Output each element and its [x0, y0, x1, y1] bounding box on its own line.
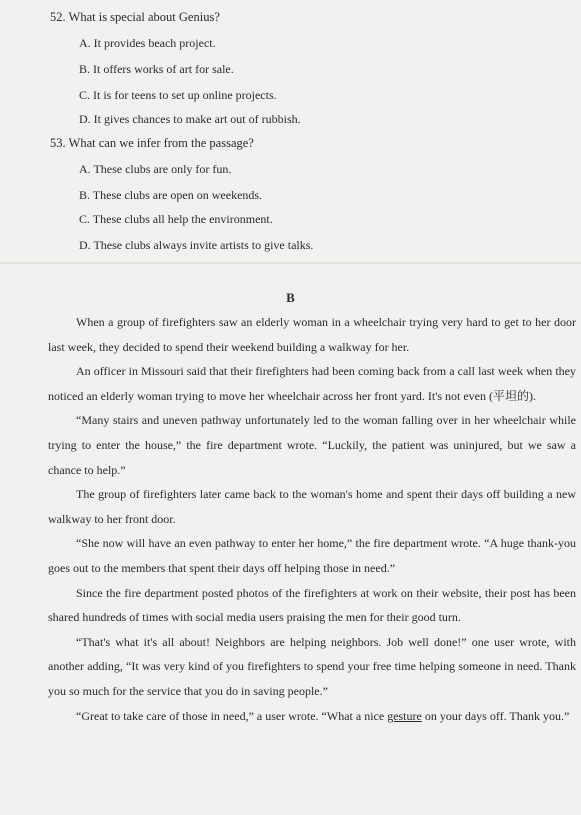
underlined-word-gesture: gesture: [387, 708, 422, 723]
passage-b: [48, 310, 576, 728]
question-53-option-d: D. These clubs always invite artists to give talks.: [79, 238, 314, 252]
question-53-stem: 53. What can we infer from the passage?: [50, 136, 254, 150]
passage-paragraph-4: The group of firefighters later came back to the woman's home and spent their days off building a new walkway to her front door.: [48, 487, 576, 526]
passage-paragraph-8: [48, 704, 576, 729]
section-heading: B: [286, 290, 295, 305]
question-53-option-b: B. These clubs are open on weekends.: [79, 188, 263, 202]
question-52-option-a: A. It provides beach project.: [79, 36, 216, 50]
section-divider: [0, 262, 581, 264]
question-52-stem: 52. What is special about Genius?: [50, 10, 220, 24]
passage-paragraph-6: Since the fire department posted photos of the firefighters at work on their website, their post has been shared hundreds of times with social media users praising the men for their good turn.: [48, 585, 576, 625]
passage-paragraph-5: “She now will have an even pathway to enter her home,” the fire department wrote. “A huge thank-you goes out to the members that spent their days off helping those in need.”: [48, 536, 576, 575]
question-53-option-a: A. These clubs are only for fun.: [79, 162, 232, 176]
question-52-option-d: D. It gives chances to make art out of rubbish.: [79, 112, 301, 126]
question-52-option-c: C. It is for teens to set up online projects.: [79, 88, 277, 102]
paragraph-8-before: “Great to take care of those in need,” a user wrote. “What a nice: [76, 708, 388, 723]
passage-paragraph-3: “Many stairs and uneven pathway unfortunately led to the woman falling over in her wheelchair while trying to enter the house,” the fire department wrote. “Luckily, the patient was uninjured, but we saw a chance to help.”: [48, 413, 576, 477]
question-53-option-c: C. These clubs all help the environment.: [79, 212, 273, 226]
passage-paragraph-7: “That's what it's all about! Neighbors are helping neighbors. Job well done!” one user wrote, with another adding, “It was very kind of you firefighters to spend your free time helping someone in need. Thank you so much for the service that you do in saving people.”: [48, 634, 576, 698]
paragraph-8-after: on your days off. Thank you.”: [421, 708, 570, 723]
passage-paragraph-1: When a group of firefighters saw an elderly woman in a wheelchair trying very hard to get to her door last week, they decided to spend their weekend building a walkway for her.: [48, 315, 576, 354]
question-52-option-b: B. It offers works of art for sale.: [79, 62, 234, 76]
passage-paragraph-2: An officer in Missouri said that their firefighters had been coming back from a call last week when they noticed an elderly woman trying to move her wheelchair across her front yard. It's not even (平坦的).: [48, 364, 576, 403]
